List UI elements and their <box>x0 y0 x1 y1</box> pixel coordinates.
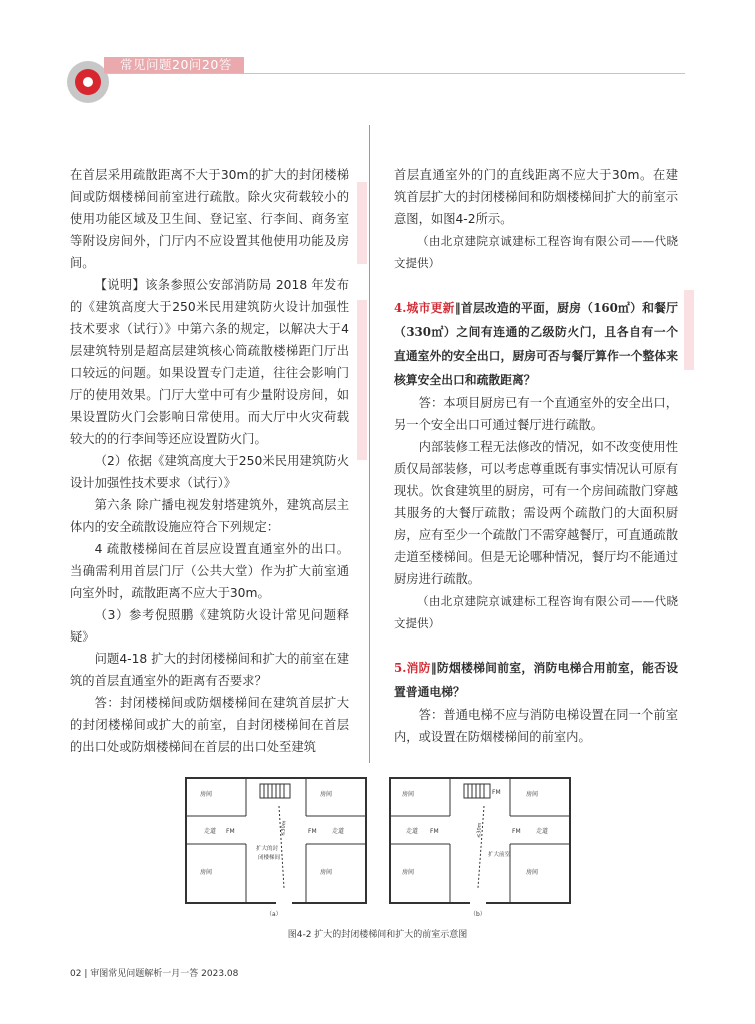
room-label: 房间 <box>526 791 539 798</box>
figure-caption: 图4-2 扩大的封闭楼梯间和扩大的前室示意图 <box>287 930 468 940</box>
door-label: FM <box>308 828 317 835</box>
area-label: 扩大前室 <box>488 852 511 858</box>
paragraph: 第六条 除广播电视发射塔建筑外，建筑高层主体内的安全疏散设施应符合下列规定： <box>70 498 349 534</box>
area-label: 闭楼梯间 <box>258 855 281 861</box>
corridor-label: 走道 <box>406 828 419 835</box>
paragraph: 4 疏散楼梯间在首层应设置直通室外的出口。当确需利用首层门厅（公共大堂）作为扩大前室通向室外时，疏散距离不应大于30m。 <box>70 542 349 600</box>
right-accent-bar <box>684 290 694 370</box>
page-footer <box>70 966 238 979</box>
distance-label: ≤30m <box>280 820 288 837</box>
left-accent-bar <box>357 300 367 460</box>
header-rule <box>104 73 685 74</box>
issue-date: 2023.08 <box>201 969 239 979</box>
answer-paragraph: 内部装修工程无法修改的情况，如不改变使用性质仅局部装修，可以考虑尊重既有事实情况认可原有现状。饮食建筑里的厨房，可有一个房间疏散门穿越其服务的大餐厅疏散；需设两个疏散门的大面积厨房，应有至少一个疏散门不需穿越餐厅，可直通疏散走道至楼梯间。但是无论哪种情况，餐厅均不能通过厨房进行疏散。 <box>394 440 678 586</box>
room-label: 房间 <box>200 791 213 798</box>
floor-plan-figure <box>180 770 580 922</box>
distance-label: ≤30m <box>476 822 484 839</box>
floor-plan-b <box>390 778 570 903</box>
area-label: 扩大的封 <box>256 846 279 852</box>
paragraph: 问题4-18 扩大的封闭楼梯间和扩大的前室在建筑的首层直通室外的距离有否要求？ <box>70 652 349 688</box>
question-text: ‖防烟楼梯间前室，消防电梯合用前室，能否设置普通电梯？ <box>394 661 678 699</box>
question-number: 5.消防 <box>394 661 431 675</box>
floor-plan-a <box>186 778 366 903</box>
credit-line: （由北京建院京诚建标工程咨询有限公司——代晓文提供） <box>394 594 678 630</box>
right-column <box>394 164 678 748</box>
section-title: 常见问题20问20答 <box>120 57 232 72</box>
room-label: 房间 <box>402 791 415 798</box>
paragraph: （3）参考倪照鹏《建筑防火设计常见问题释疑》 <box>70 608 349 644</box>
room-label: 房间 <box>200 869 213 876</box>
paragraph: 【说明】该条参照公安部消防局 2018 年发布的《建筑高度大于250米民用建筑防火设计加强性技术要求（试行）》中第六条的规定，以解决大于4层建筑特别是超高层建筑核心筒疏散楼梯距门厅出口较远的问题。如果设置专门走道，往往会影响门厅的使用效果。门厅大堂中可有少量附设房间，如果设置防火门会影响日常使用。而大厅中火灾荷载较大的的行李间等还应设置防火门。 <box>70 278 349 446</box>
page-number: 02 <box>70 969 82 979</box>
question-number: 4.城市更新 <box>394 301 455 315</box>
question-4 <box>394 296 678 392</box>
room-label: 房间 <box>526 869 539 876</box>
room-label: 房间 <box>320 791 333 798</box>
left-accent-bar <box>357 182 367 264</box>
publication-name: 审图常见问题解析一月一答 <box>90 969 199 979</box>
door-label: FM <box>492 789 501 796</box>
plan-a-labels <box>200 790 344 918</box>
column-divider <box>369 125 370 763</box>
answer-paragraph: 答：本项目厨房已有一个直通室外的安全出口，另一个安全出口可通过餐厅进行疏散。 <box>394 396 678 432</box>
question-text: ‖首层改造的平面，厨房（160㎡）和餐厅（330㎡）之间有连通的乙级防火门，且各自有一个直通室外的安全出口，厨房可否与餐厅算作一个整体来核算安全出口和疏散距离？ <box>394 301 678 387</box>
credit-line: （由北京建院京诚建标工程咨询有限公司——代晓文提供） <box>394 234 678 270</box>
footer-separator: | <box>84 969 88 979</box>
paragraph: 在首层采用疏散距离不大于30m的扩大的封闭楼梯间或防烟楼梯间前室进行疏散。除火灾荷载较小的使用功能区域及卫生间、登记室、行李间、商务室等附设房间外，门厅内不应设置其他使用功能及房间。 <box>70 168 349 270</box>
subfigure-label: （b） <box>470 911 486 918</box>
corridor-label: 走道 <box>332 828 345 835</box>
paragraph: 答：封闭楼梯间或防烟楼梯间在建筑首层扩大的封闭楼梯间或扩大的前室，自封闭楼梯间在首层的出口处或防烟楼梯间在首层的出口处至建筑 <box>70 696 349 754</box>
question-5 <box>394 656 678 704</box>
door-label: FM <box>226 828 235 835</box>
answer-paragraph: 答：普通电梯不应与消防电梯设置在同一个前室内，或设置在防烟楼梯间的前室内。 <box>394 708 678 744</box>
room-label: 房间 <box>320 869 333 876</box>
subfigure-label: （a） <box>266 911 282 918</box>
left-column <box>70 164 349 758</box>
door-label: FM <box>430 828 439 835</box>
corridor-label: 走道 <box>536 828 549 835</box>
paragraph: （2）依据《建筑高度大于250米民用建筑防火设计加强性技术要求（试行）》 <box>70 454 349 490</box>
room-label: 房间 <box>402 869 415 876</box>
corridor-label: 走道 <box>204 828 217 835</box>
paragraph: 首层直通室外的门的直线距离不应大于30m。在建筑首层扩大的封闭楼梯间和防烟楼梯间扩大的前室示意图，如图4-2所示。 <box>394 168 678 226</box>
door-label: FM <box>512 828 521 835</box>
plan-b-labels <box>402 789 548 918</box>
